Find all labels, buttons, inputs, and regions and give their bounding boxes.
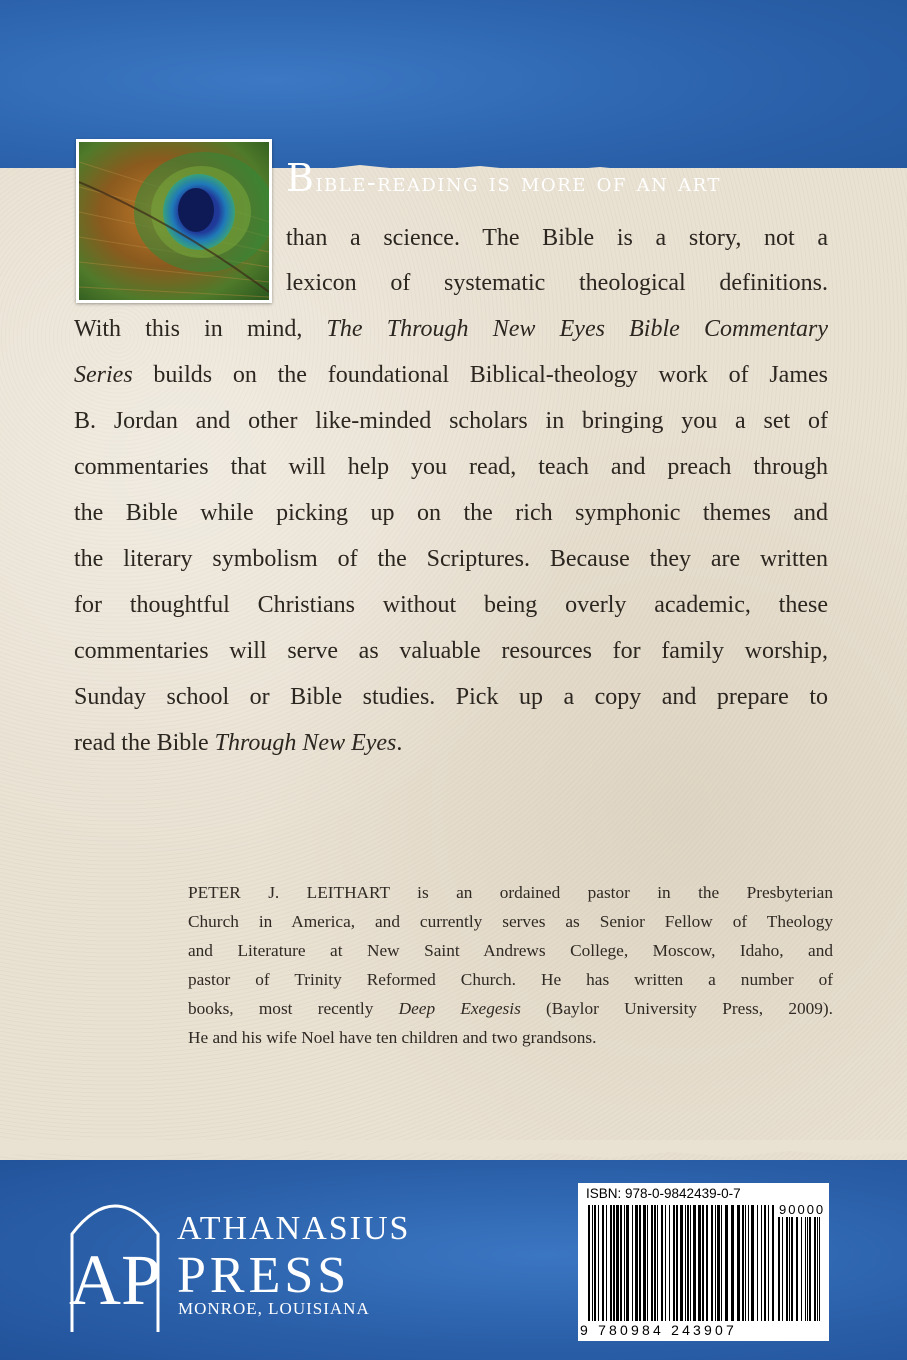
bio-line bbox=[188, 907, 833, 936]
text-span: commentaries will serve as valuable resources for family worship, bbox=[74, 638, 828, 664]
barcode-bar bbox=[801, 1217, 802, 1321]
barcode-bar bbox=[665, 1205, 666, 1321]
text-span: for thoughtful Christians without being overly academic, these bbox=[74, 592, 828, 618]
barcode-bar bbox=[639, 1205, 641, 1321]
barcode-bar bbox=[693, 1205, 696, 1321]
text-span: the Bible while picking up on the rich symphonic themes and bbox=[74, 500, 828, 526]
text-span: Sunday school or Bible studies. Pick up a copy and prepare to bbox=[74, 684, 828, 710]
paper-torn-edge-bottom bbox=[0, 1140, 907, 1170]
barcode-bar bbox=[690, 1205, 691, 1321]
barcode-bar bbox=[761, 1205, 762, 1321]
barcode-bar bbox=[819, 1217, 820, 1321]
barcode-bar bbox=[680, 1205, 683, 1321]
barcode-bar bbox=[669, 1205, 670, 1321]
barcode-bar bbox=[791, 1217, 793, 1321]
paragraph-line bbox=[286, 225, 828, 252]
barcode-bar bbox=[616, 1205, 619, 1321]
barcode-bar bbox=[626, 1205, 629, 1321]
barcode-bar bbox=[598, 1205, 599, 1321]
barcode-bar bbox=[588, 1205, 590, 1321]
paragraph-line bbox=[74, 684, 828, 711]
bio-line bbox=[188, 936, 833, 965]
text-span: (Baylor University Press, 2009). bbox=[520, 999, 833, 1018]
drop-cap-letter: B bbox=[286, 156, 316, 200]
barcode-bar bbox=[817, 1217, 818, 1321]
bio-line bbox=[188, 1023, 833, 1052]
barcode-bar bbox=[676, 1205, 678, 1321]
text-span: pastor of Trinity Reformed Church. He has written a number of bbox=[188, 970, 833, 989]
text-span: B. Jordan and other like-minded scholars in bringing you a set of bbox=[74, 408, 828, 434]
barcode-bar bbox=[751, 1205, 754, 1321]
text-span: PETER J. LEITHART is an ordained pastor in the Presbyterian bbox=[188, 883, 833, 902]
text-span: He and his wife Noel have ten children and two grandsons. bbox=[188, 1028, 597, 1047]
barcode-bar bbox=[657, 1205, 658, 1321]
barcode-bar bbox=[745, 1205, 746, 1321]
text-span: Church in America, and currently serves as Senior Fellow of Theology bbox=[188, 912, 833, 931]
barcode-bar bbox=[698, 1205, 701, 1321]
opening-line-smallcaps bbox=[286, 156, 831, 200]
publisher-location: MONROE, LOUISIANA bbox=[178, 1299, 370, 1318]
text-span: read the Bible bbox=[74, 730, 215, 756]
barcode-bar bbox=[687, 1205, 689, 1321]
barcode-bar bbox=[651, 1205, 653, 1321]
italic-title-span: The Through New Eyes Bible Commentary bbox=[326, 316, 828, 342]
text-span: and Literature at New Saint Andrews College, Moscow, Idaho, and bbox=[188, 941, 833, 960]
barcode-bar bbox=[624, 1205, 625, 1321]
barcode-bar bbox=[725, 1205, 728, 1321]
paragraph-line bbox=[74, 454, 828, 481]
barcode-bar bbox=[702, 1205, 704, 1321]
barcode-bar bbox=[711, 1205, 713, 1321]
author-bio bbox=[188, 878, 833, 1052]
barcode-bar bbox=[661, 1205, 663, 1321]
barcode-bar bbox=[643, 1205, 646, 1321]
italic-title-span: Deep Exegesis bbox=[398, 999, 521, 1018]
barcode-bar bbox=[632, 1205, 633, 1321]
barcode-bar bbox=[764, 1205, 766, 1321]
price-code: 90000 bbox=[779, 1202, 826, 1217]
text-span: builds on the foundational Biblical-theology work of James bbox=[132, 362, 828, 388]
barcode-bar bbox=[635, 1205, 638, 1321]
barcode-bar bbox=[606, 1205, 607, 1321]
barcode-bar bbox=[602, 1205, 604, 1321]
barcode-bar bbox=[805, 1217, 806, 1321]
barcode-bar bbox=[772, 1205, 774, 1321]
opening-smallcaps-text: ible-reading is more of an art bbox=[315, 168, 721, 198]
text-span: With this in mind, bbox=[74, 316, 327, 342]
text-span: the literary symbolism of the Scriptures. Because they are written bbox=[74, 546, 828, 572]
bio-line bbox=[188, 994, 833, 1023]
italic-title-span: Through New Eyes bbox=[214, 730, 397, 756]
text-span: than a science. The Bible is a story, not a bbox=[286, 225, 828, 251]
barcode-bar bbox=[610, 1205, 612, 1321]
isbn-label: ISBN: 978-0-9842439-0-7 bbox=[586, 1186, 741, 1201]
barcode-bar bbox=[768, 1205, 769, 1321]
barcode-bar bbox=[594, 1205, 596, 1321]
text-span: . bbox=[396, 730, 403, 756]
text-span: commentaries that will help you read, teach and preach through bbox=[74, 454, 828, 480]
paragraph-line bbox=[74, 362, 828, 389]
barcode-bar bbox=[737, 1205, 740, 1321]
barcode-bar bbox=[742, 1205, 744, 1321]
barcode-bar bbox=[778, 1217, 780, 1321]
paragraph-line bbox=[74, 500, 828, 527]
barcode-bar bbox=[685, 1205, 686, 1321]
barcode-bar bbox=[654, 1205, 656, 1321]
barcode-bar bbox=[715, 1205, 716, 1321]
paragraph-line bbox=[74, 546, 828, 573]
barcode-bar bbox=[721, 1205, 722, 1321]
barcode-bar bbox=[647, 1205, 648, 1321]
logo-monogram: AP bbox=[68, 1240, 162, 1320]
athanasius-arch-logo bbox=[68, 1186, 162, 1332]
barcode-bar bbox=[673, 1205, 675, 1321]
paragraph-line bbox=[74, 592, 828, 619]
barcode-bar bbox=[786, 1217, 788, 1321]
bio-line bbox=[188, 878, 833, 907]
text-span: lexicon of systematic theological definitions. bbox=[286, 270, 828, 296]
text-span: books, most recently bbox=[188, 999, 399, 1018]
barcode-bar bbox=[814, 1217, 816, 1321]
italic-title-span: Series bbox=[74, 362, 133, 388]
publisher-name-line1: ATHANASIUS bbox=[177, 1210, 411, 1247]
peacock-feather-image bbox=[76, 139, 272, 303]
paragraph-line bbox=[74, 730, 402, 757]
barcode-bar bbox=[620, 1205, 622, 1321]
barcode-bar bbox=[717, 1205, 720, 1321]
barcode-bar bbox=[757, 1205, 758, 1321]
paragraph-line bbox=[286, 270, 828, 297]
bio-line bbox=[188, 965, 833, 994]
barcode-bar bbox=[731, 1205, 734, 1321]
barcode-bar bbox=[809, 1217, 811, 1321]
barcode-bar bbox=[748, 1205, 749, 1321]
barcode-bar bbox=[796, 1217, 798, 1321]
paragraph-line bbox=[74, 316, 828, 343]
barcode-bar bbox=[789, 1217, 790, 1321]
barcode-bar bbox=[613, 1205, 615, 1321]
barcode-bar bbox=[807, 1217, 808, 1321]
paragraph-line bbox=[74, 408, 828, 435]
barcode-bar bbox=[706, 1205, 708, 1321]
barcode-bar bbox=[592, 1205, 593, 1321]
barcode-digits: 9 780984 243907 bbox=[580, 1322, 737, 1338]
paragraph-line bbox=[74, 638, 828, 665]
barcode-bar bbox=[782, 1217, 783, 1321]
publisher-name-line2: PRESS bbox=[177, 1247, 351, 1304]
